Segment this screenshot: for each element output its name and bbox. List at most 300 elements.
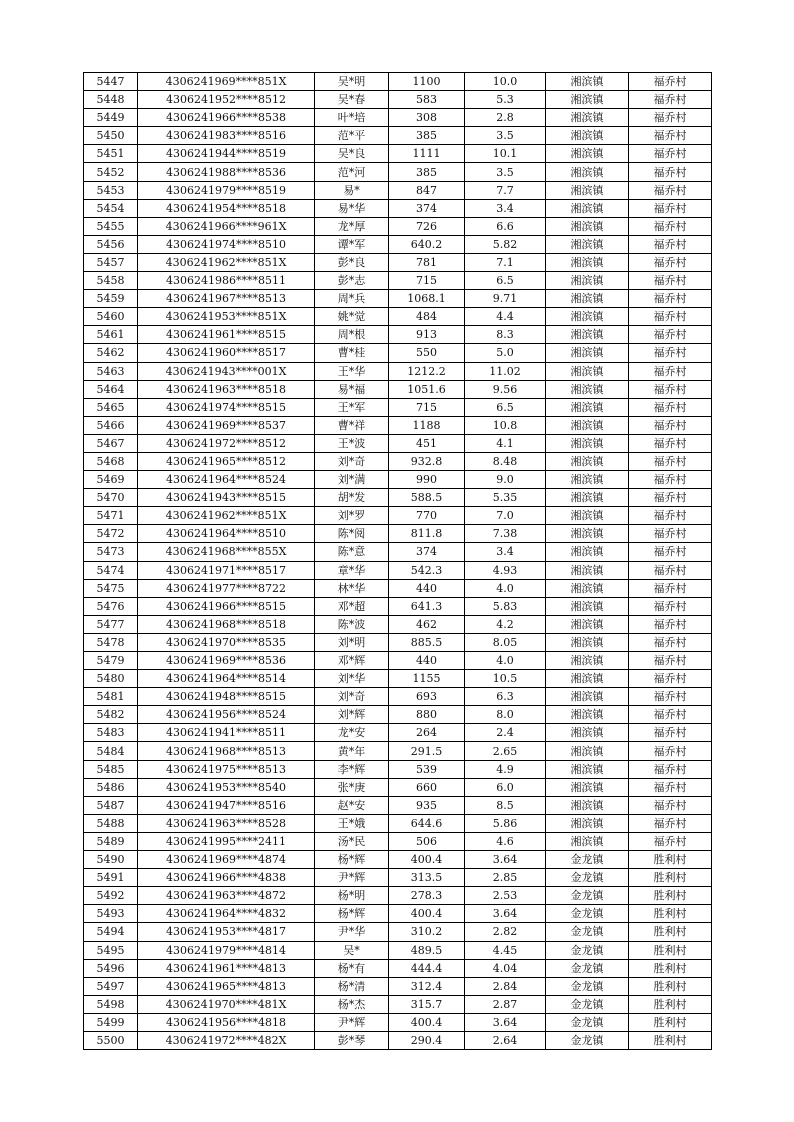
village-cell: 胜利村 [629,941,712,959]
village-cell: 福乔村 [629,362,712,380]
town-cell: 金龙镇 [546,923,629,941]
table-row [84,597,712,615]
ratio-cell: 6.5 [465,398,546,416]
table-row [84,995,712,1013]
amount-cell: 313.5 [389,869,465,887]
table-row [84,652,712,670]
amount-cell: 811.8 [389,525,465,543]
ratio-cell: 4.4 [465,308,546,326]
id-number-cell: 4306241964****8510 [138,525,315,543]
town-cell: 湘滨镇 [546,217,629,235]
ratio-cell: 7.7 [465,181,546,199]
person-name-cell: 曹*祥 [315,416,389,434]
table-row [84,615,712,633]
table-row [84,1031,712,1049]
ratio-cell: 2.65 [465,742,546,760]
row-number-cell: 5493 [84,905,138,923]
person-name-cell: 刘*奇 [315,452,389,470]
table-row [84,760,712,778]
ratio-cell: 5.86 [465,814,546,832]
village-cell: 福乔村 [629,688,712,706]
person-name-cell: 邓*辉 [315,652,389,670]
table-row [84,73,712,91]
ratio-cell: 2.82 [465,923,546,941]
ratio-cell: 4.0 [465,652,546,670]
person-name-cell: 吴*春 [315,91,389,109]
person-name-cell: 邓*超 [315,597,389,615]
table-row [84,851,712,869]
town-cell: 湘滨镇 [546,91,629,109]
ratio-cell: 5.3 [465,91,546,109]
village-cell: 福乔村 [629,326,712,344]
village-cell: 福乔村 [629,814,712,832]
amount-cell: 1100 [389,73,465,91]
id-number-cell: 4306241944****8519 [138,145,315,163]
row-number-cell: 5475 [84,579,138,597]
row-number-cell: 5477 [84,615,138,633]
ratio-cell: 4.0 [465,579,546,597]
ratio-cell: 7.0 [465,507,546,525]
village-cell: 福乔村 [629,109,712,127]
amount-cell: 781 [389,253,465,271]
row-number-cell: 5467 [84,434,138,452]
village-cell: 福乔村 [629,253,712,271]
village-cell: 福乔村 [629,724,712,742]
row-number-cell: 5447 [84,73,138,91]
row-number-cell: 5462 [84,344,138,362]
person-name-cell: 杨*清 [315,977,389,995]
person-name-cell: 尹*辉 [315,1013,389,1031]
amount-cell: 644.6 [389,814,465,832]
row-number-cell: 5461 [84,326,138,344]
town-cell: 湘滨镇 [546,253,629,271]
person-name-cell: 周*根 [315,326,389,344]
amount-cell: 444.4 [389,959,465,977]
row-number-cell: 5473 [84,543,138,561]
amount-cell: 374 [389,199,465,217]
amount-cell: 440 [389,652,465,670]
id-number-cell: 4306241969****8537 [138,416,315,434]
id-number-cell: 4306241968****855X [138,543,315,561]
town-cell: 湘滨镇 [546,561,629,579]
village-cell: 福乔村 [629,832,712,850]
person-name-cell: 汤*民 [315,832,389,850]
person-name-cell: 杨*杰 [315,995,389,1013]
table-row [84,127,712,145]
town-cell: 湘滨镇 [546,670,629,688]
id-number-cell: 4306241966****961X [138,217,315,235]
table-body [84,73,712,1050]
id-number-cell: 4306241969****4874 [138,851,315,869]
person-name-cell: 杨*辉 [315,905,389,923]
table-row [84,905,712,923]
amount-cell: 1111 [389,145,465,163]
table-row [84,199,712,217]
village-cell: 福乔村 [629,471,712,489]
town-cell: 湘滨镇 [546,362,629,380]
id-number-cell: 4306241953****4817 [138,923,315,941]
ratio-cell: 9.71 [465,290,546,308]
person-name-cell: 杨*明 [315,887,389,905]
village-cell: 福乔村 [629,742,712,760]
id-number-cell: 4306241954****8518 [138,199,315,217]
table-row [84,398,712,416]
table-row [84,688,712,706]
town-cell: 湘滨镇 [546,127,629,145]
ratio-cell: 2.85 [465,869,546,887]
town-cell: 金龙镇 [546,869,629,887]
person-name-cell: 彭*琴 [315,1031,389,1049]
person-name-cell: 易*华 [315,199,389,217]
id-number-cell: 4306241948****8515 [138,688,315,706]
town-cell: 湘滨镇 [546,290,629,308]
row-number-cell: 5471 [84,507,138,525]
row-number-cell: 5459 [84,290,138,308]
amount-cell: 400.4 [389,905,465,923]
row-number-cell: 5494 [84,923,138,941]
person-name-cell: 黄*年 [315,742,389,760]
row-number-cell: 5455 [84,217,138,235]
ratio-cell: 5.0 [465,344,546,362]
person-name-cell: 吴*良 [315,145,389,163]
ratio-cell: 3.64 [465,1013,546,1031]
person-name-cell: 林*华 [315,579,389,597]
amount-cell: 583 [389,91,465,109]
person-name-cell: 李*辉 [315,760,389,778]
row-number-cell: 5496 [84,959,138,977]
amount-cell: 374 [389,543,465,561]
table-row [84,959,712,977]
amount-cell: 770 [389,507,465,525]
row-number-cell: 5488 [84,814,138,832]
person-name-cell: 刘*奇 [315,688,389,706]
person-name-cell: 王*波 [315,434,389,452]
person-name-cell: 刘*满 [315,471,389,489]
ratio-cell: 6.5 [465,272,546,290]
amount-cell: 715 [389,398,465,416]
id-number-cell: 4306241956****4818 [138,1013,315,1031]
person-name-cell: 吴*明 [315,73,389,91]
row-number-cell: 5460 [84,308,138,326]
village-cell: 福乔村 [629,579,712,597]
person-name-cell: 姚*觉 [315,308,389,326]
id-number-cell: 4306241972****8512 [138,434,315,452]
table-row [84,1013,712,1031]
id-number-cell: 4306241988****8536 [138,163,315,181]
ratio-cell: 11.02 [465,362,546,380]
town-cell: 湘滨镇 [546,507,629,525]
town-cell: 金龙镇 [546,977,629,995]
amount-cell: 913 [389,326,465,344]
amount-cell: 400.4 [389,1013,465,1031]
town-cell: 金龙镇 [546,851,629,869]
person-name-cell: 杨*有 [315,959,389,977]
id-number-cell: 4306241968****8518 [138,615,315,633]
village-cell: 福乔村 [629,561,712,579]
id-number-cell: 4306241952****8512 [138,91,315,109]
amount-cell: 640.2 [389,235,465,253]
row-number-cell: 5464 [84,380,138,398]
amount-cell: 990 [389,471,465,489]
id-number-cell: 4306241943****001X [138,362,315,380]
person-name-cell: 刘*辉 [315,706,389,724]
town-cell: 湘滨镇 [546,308,629,326]
table-row [84,91,712,109]
id-number-cell: 4306241995****2411 [138,832,315,850]
row-number-cell: 5484 [84,742,138,760]
village-cell: 福乔村 [629,434,712,452]
table-row [84,923,712,941]
data-table [83,72,712,1050]
row-number-cell: 5491 [84,869,138,887]
person-name-cell: 陈*意 [315,543,389,561]
amount-cell: 588.5 [389,489,465,507]
town-cell: 湘滨镇 [546,434,629,452]
row-number-cell: 5498 [84,995,138,1013]
table-row [84,344,712,362]
ratio-cell: 4.2 [465,615,546,633]
town-cell: 湘滨镇 [546,525,629,543]
id-number-cell: 4306241970****8535 [138,633,315,651]
ratio-cell: 5.35 [465,489,546,507]
town-cell: 湘滨镇 [546,471,629,489]
row-number-cell: 5483 [84,724,138,742]
id-number-cell: 4306241964****8524 [138,471,315,489]
amount-cell: 489.5 [389,941,465,959]
row-number-cell: 5474 [84,561,138,579]
village-cell: 福乔村 [629,235,712,253]
ratio-cell: 8.3 [465,326,546,344]
ratio-cell: 3.5 [465,163,546,181]
ratio-cell: 7.38 [465,525,546,543]
table-row [84,235,712,253]
person-name-cell: 吴* [315,941,389,959]
id-number-cell: 4306241962****851X [138,507,315,525]
ratio-cell: 10.5 [465,670,546,688]
person-name-cell: 谭*军 [315,235,389,253]
row-number-cell: 5466 [84,416,138,434]
row-number-cell: 5468 [84,452,138,470]
table-row [84,163,712,181]
village-cell: 福乔村 [629,760,712,778]
town-cell: 湘滨镇 [546,416,629,434]
village-cell: 胜利村 [629,995,712,1013]
village-cell: 福乔村 [629,127,712,145]
ratio-cell: 6.6 [465,217,546,235]
amount-cell: 1051.6 [389,380,465,398]
table-row [84,452,712,470]
town-cell: 湘滨镇 [546,452,629,470]
id-number-cell: 4306241974****8510 [138,235,315,253]
row-number-cell: 5490 [84,851,138,869]
row-number-cell: 5495 [84,941,138,959]
row-number-cell: 5463 [84,362,138,380]
amount-cell: 462 [389,615,465,633]
village-cell: 福乔村 [629,380,712,398]
amount-cell: 693 [389,688,465,706]
village-cell: 福乔村 [629,181,712,199]
table-row [84,416,712,434]
amount-cell: 308 [389,109,465,127]
ratio-cell: 8.0 [465,706,546,724]
table-row [84,362,712,380]
town-cell: 湘滨镇 [546,145,629,163]
town-cell: 湘滨镇 [546,109,629,127]
person-name-cell: 尹*华 [315,923,389,941]
village-cell: 胜利村 [629,887,712,905]
row-number-cell: 5499 [84,1013,138,1031]
amount-cell: 932.8 [389,452,465,470]
row-number-cell: 5454 [84,199,138,217]
ratio-cell: 8.48 [465,452,546,470]
village-cell: 福乔村 [629,706,712,724]
village-cell: 福乔村 [629,217,712,235]
id-number-cell: 4306241961****8515 [138,326,315,344]
ratio-cell: 7.1 [465,253,546,271]
person-name-cell: 张*庚 [315,778,389,796]
village-cell: 福乔村 [629,272,712,290]
ratio-cell: 3.4 [465,199,546,217]
amount-cell: 315.7 [389,995,465,1013]
id-number-cell: 4306241943****8515 [138,489,315,507]
table-row [84,525,712,543]
town-cell: 金龙镇 [546,941,629,959]
amount-cell: 715 [389,272,465,290]
person-name-cell: 曹*桂 [315,344,389,362]
id-number-cell: 4306241964****4832 [138,905,315,923]
person-name-cell: 刘*罗 [315,507,389,525]
table-row [84,887,712,905]
village-cell: 福乔村 [629,416,712,434]
id-number-cell: 4306241972****482X [138,1031,315,1049]
ratio-cell: 8.5 [465,796,546,814]
id-number-cell: 4306241983****8516 [138,127,315,145]
id-number-cell: 4306241977****8722 [138,579,315,597]
person-name-cell: 刘*明 [315,633,389,651]
table-row [84,253,712,271]
village-cell: 胜利村 [629,1013,712,1031]
id-number-cell: 4306241965****8512 [138,452,315,470]
id-number-cell: 4306241969****851X [138,73,315,91]
town-cell: 金龙镇 [546,995,629,1013]
village-cell: 福乔村 [629,633,712,651]
ratio-cell: 10.0 [465,73,546,91]
table-row [84,507,712,525]
town-cell: 湘滨镇 [546,724,629,742]
ratio-cell: 10.8 [465,416,546,434]
ratio-cell: 2.53 [465,887,546,905]
row-number-cell: 5470 [84,489,138,507]
row-number-cell: 5497 [84,977,138,995]
town-cell: 湘滨镇 [546,543,629,561]
town-cell: 湘滨镇 [546,489,629,507]
ratio-cell: 4.93 [465,561,546,579]
person-name-cell: 陈*阅 [315,525,389,543]
row-number-cell: 5481 [84,688,138,706]
town-cell: 湘滨镇 [546,272,629,290]
table-row [84,832,712,850]
amount-cell: 1155 [389,670,465,688]
ratio-cell: 3.5 [465,127,546,145]
amount-cell: 542.3 [389,561,465,579]
person-name-cell: 龙*安 [315,724,389,742]
town-cell: 湘滨镇 [546,778,629,796]
ratio-cell: 2.84 [465,977,546,995]
row-number-cell: 5448 [84,91,138,109]
village-cell: 福乔村 [629,145,712,163]
amount-cell: 385 [389,127,465,145]
row-number-cell: 5450 [84,127,138,145]
person-name-cell: 易* [315,181,389,199]
village-cell: 福乔村 [629,670,712,688]
ratio-cell: 4.1 [465,434,546,452]
village-cell: 福乔村 [629,91,712,109]
town-cell: 湘滨镇 [546,706,629,724]
town-cell: 湘滨镇 [546,597,629,615]
amount-cell: 264 [389,724,465,742]
ratio-cell: 2.87 [465,995,546,1013]
amount-cell: 312.4 [389,977,465,995]
amount-cell: 880 [389,706,465,724]
town-cell: 湘滨镇 [546,652,629,670]
id-number-cell: 4306241967****8513 [138,290,315,308]
table-row [84,272,712,290]
row-number-cell: 5458 [84,272,138,290]
ratio-cell: 8.05 [465,633,546,651]
town-cell: 湘滨镇 [546,163,629,181]
person-name-cell: 彭*志 [315,272,389,290]
ratio-cell: 4.45 [465,941,546,959]
table-row [84,434,712,452]
town-cell: 金龙镇 [546,1031,629,1049]
id-number-cell: 4306241960****8517 [138,344,315,362]
row-number-cell: 5451 [84,145,138,163]
id-number-cell: 4306241969****8536 [138,652,315,670]
amount-cell: 1212.2 [389,362,465,380]
ratio-cell: 6.3 [465,688,546,706]
village-cell: 福乔村 [629,398,712,416]
town-cell: 湘滨镇 [546,326,629,344]
amount-cell: 641.3 [389,597,465,615]
table-row [84,380,712,398]
id-number-cell: 4306241986****8511 [138,272,315,290]
row-number-cell: 5479 [84,652,138,670]
person-name-cell: 彭*良 [315,253,389,271]
person-name-cell: 王*娥 [315,814,389,832]
town-cell: 湘滨镇 [546,814,629,832]
table-row [84,471,712,489]
amount-cell: 726 [389,217,465,235]
id-number-cell: 4306241966****4838 [138,869,315,887]
town-cell: 湘滨镇 [546,615,629,633]
town-cell: 湘滨镇 [546,344,629,362]
row-number-cell: 5452 [84,163,138,181]
row-number-cell: 5456 [84,235,138,253]
village-cell: 胜利村 [629,851,712,869]
town-cell: 金龙镇 [546,905,629,923]
amount-cell: 484 [389,308,465,326]
village-cell: 福乔村 [629,452,712,470]
village-cell: 胜利村 [629,1031,712,1049]
amount-cell: 440 [389,579,465,597]
ratio-cell: 9.56 [465,380,546,398]
table-row [84,326,712,344]
table-row [84,561,712,579]
table-row [84,308,712,326]
village-cell: 胜利村 [629,959,712,977]
amount-cell: 935 [389,796,465,814]
town-cell: 湘滨镇 [546,579,629,597]
